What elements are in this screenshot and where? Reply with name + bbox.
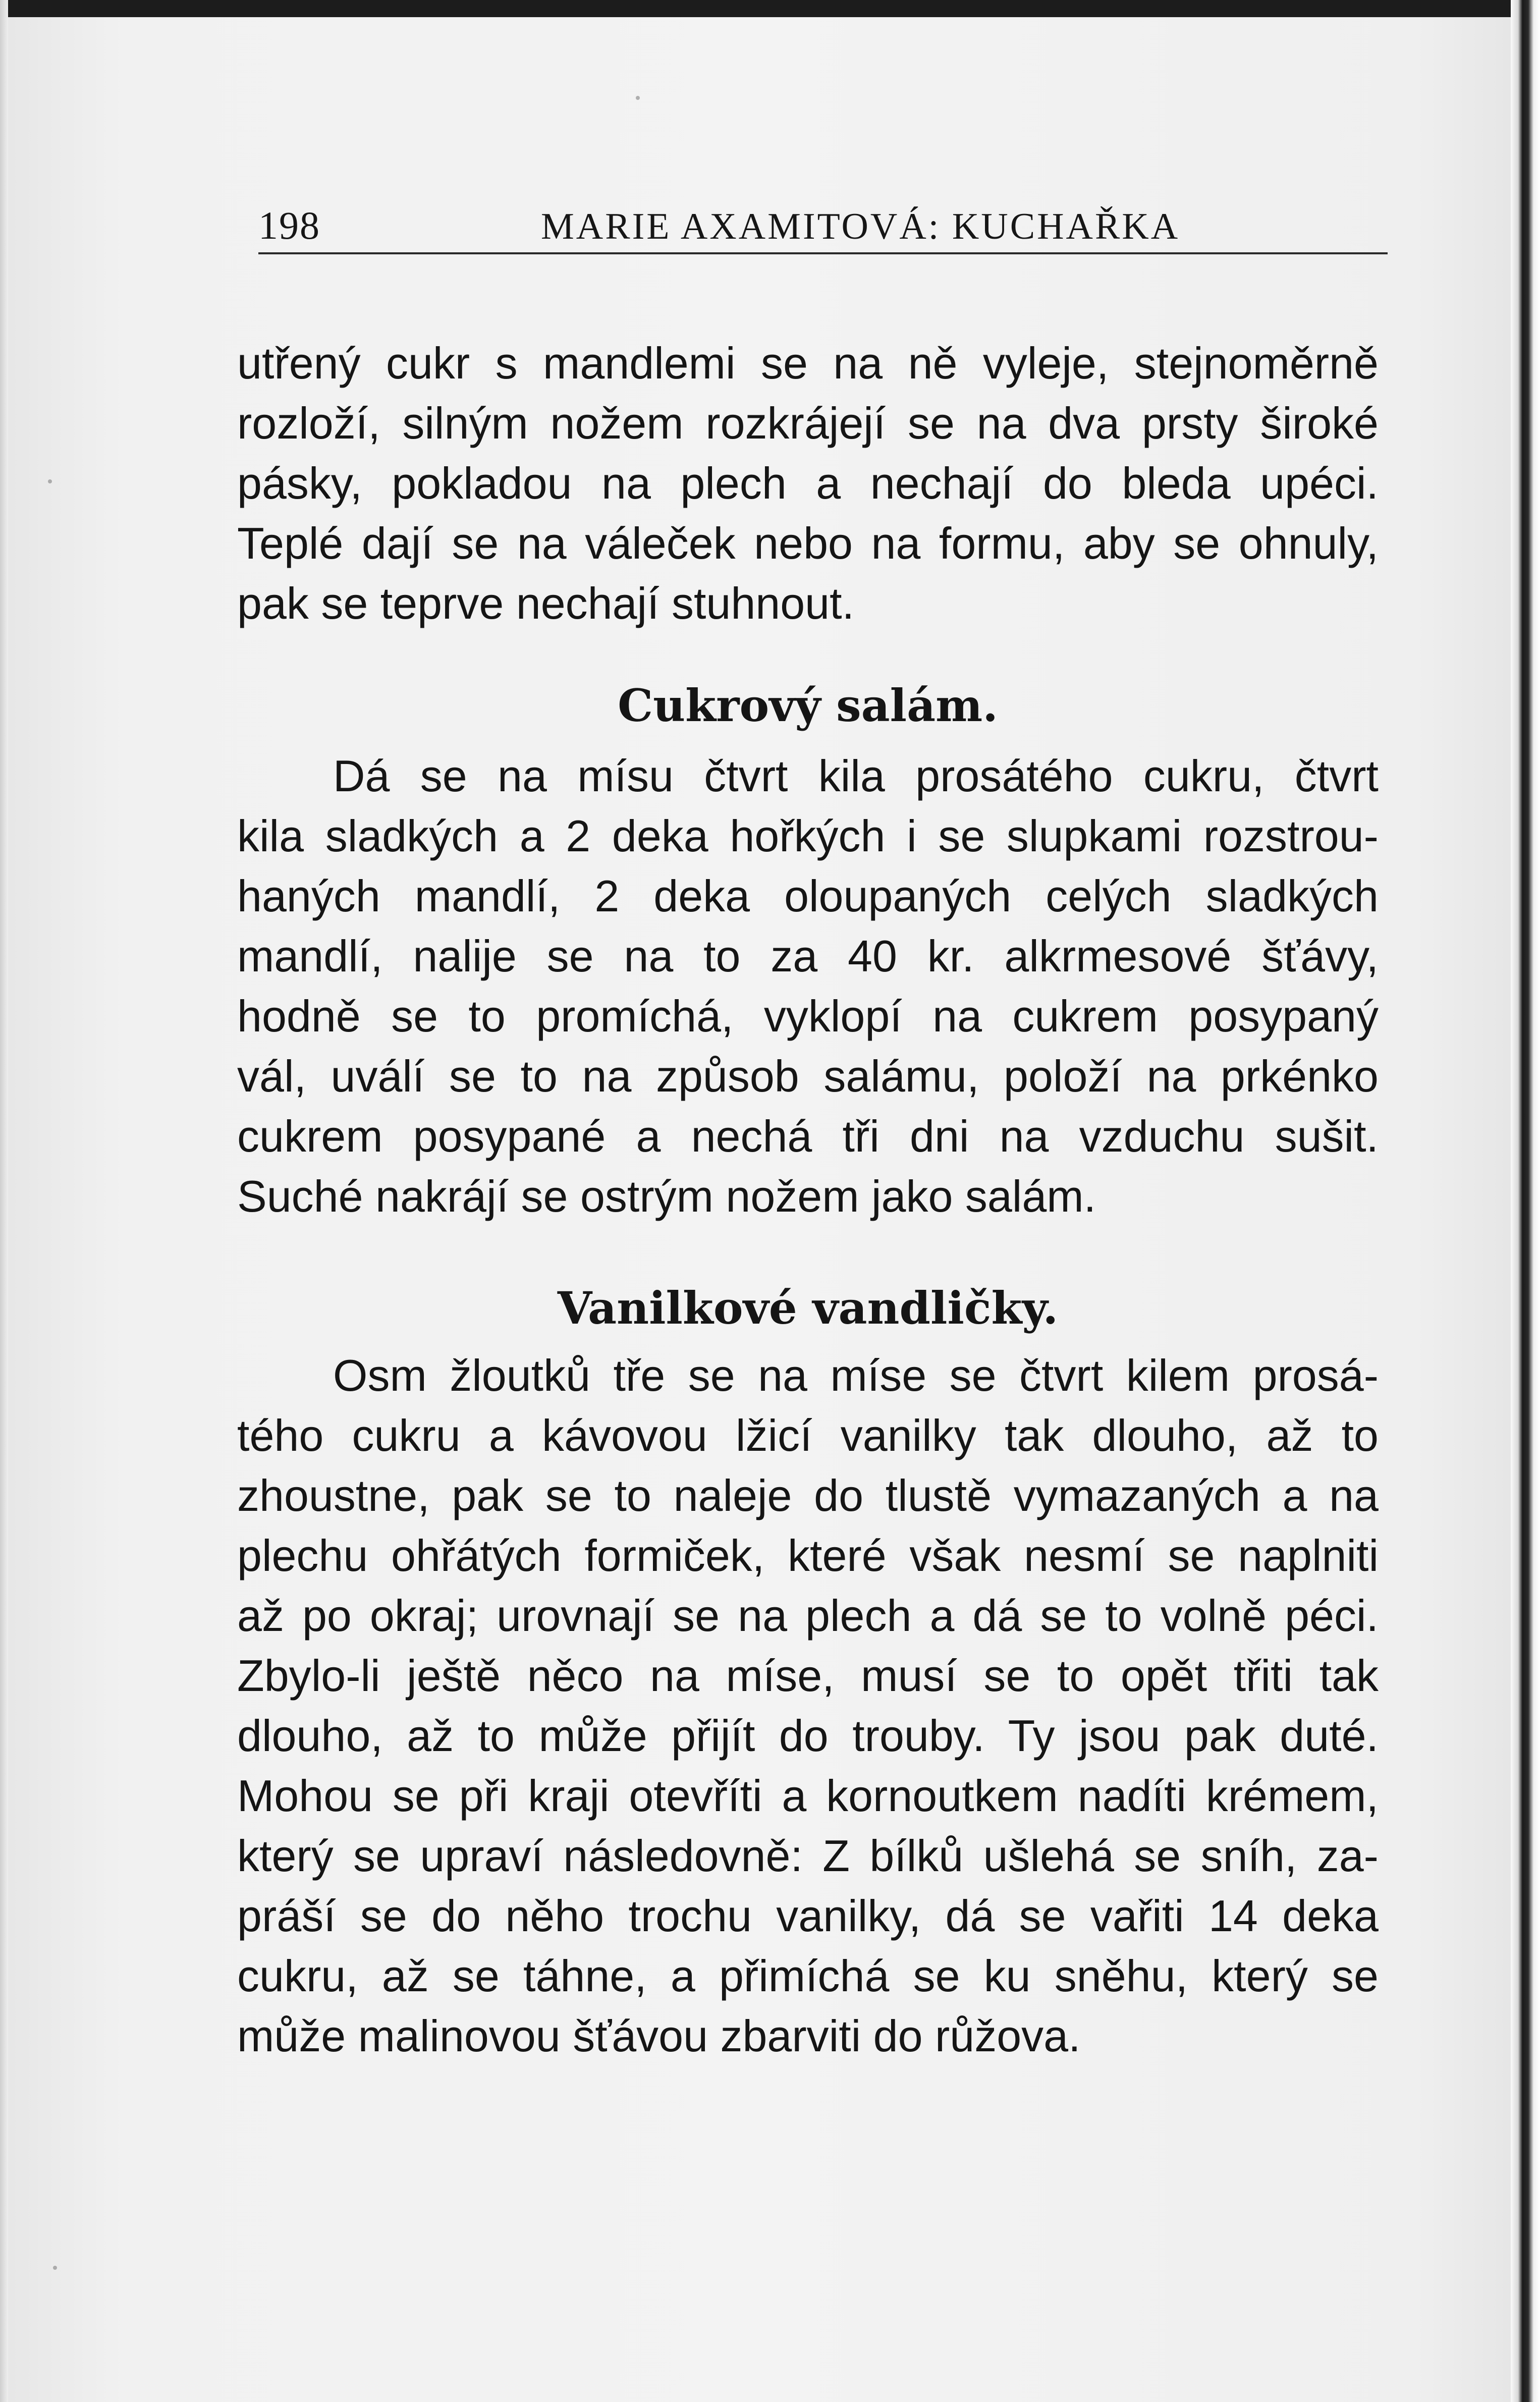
paper-speck	[636, 96, 640, 100]
scan-top-edge	[0, 0, 1540, 17]
page-number: 198	[258, 203, 320, 247]
paper-speck	[48, 479, 52, 483]
text-line: práší se do něho trochu vanilky, dá se vařiti 14 deka	[237, 1891, 1379, 1941]
text-line: zhoustne, pak se to naleje do tlustě vymazaných a na	[237, 1470, 1379, 1520]
page-body	[237, 333, 1379, 2066]
recipe-paragraph	[237, 1345, 1379, 2066]
text-line: Dá se na mísu čtvrt kila prosátého cukru, čtvrt	[333, 751, 1379, 801]
text-line: až po okraj; urovnají se na plech a dá se to volně péci.	[237, 1591, 1379, 1641]
text-line: mandlí, nalije se na to za 40 kr. alkrmesové šťávy,	[237, 931, 1379, 981]
text-line: hodně se to promíchá, vyklopí na cukrem posypaný	[237, 991, 1379, 1041]
text-line: pásky, pokladou na plech a nechají do bleda upéci.	[237, 458, 1379, 508]
text-line: plechu ohřátých formiček, které však nesmí se naplniti	[237, 1531, 1379, 1580]
scan-left-edge	[0, 0, 8, 2402]
text-line: cukrem posypané a nechá tři dni na vzduchu sušit.	[237, 1111, 1379, 1161]
text-line: Zbylo-li ještě něco na míse, musí se to opět třiti tak	[237, 1651, 1379, 1701]
page-header	[258, 203, 1388, 254]
recipe-title: Vanilkové vandličky.	[557, 1282, 1059, 1334]
paper-speck	[53, 2266, 57, 2270]
running-head: MARIE AXAMITOVÁ: KUCHAŘKA	[541, 206, 1180, 247]
text-line: Osm žloutků tře se na míse se čtvrt kilem prosá-	[333, 1350, 1379, 1400]
paragraph-intro	[237, 333, 1379, 633]
text-line: Suché nakrájí se ostrým nožem jako salám.	[237, 1171, 1096, 1221]
text-line: Mohou se při kraji otevříti a kornoutkem nadíti krémem,	[237, 1771, 1379, 1821]
recipe-title: Cukrový salám.	[618, 679, 998, 732]
text-line: Teplé dají se na váleček nebo na formu, aby se ohnuly,	[237, 518, 1379, 568]
text-line: utřený cukr s mandlemi se na ně vyleje, stejnoměrně	[237, 338, 1379, 388]
text-line: haných mandlí, 2 deka oloupaných celých sladkých	[237, 871, 1379, 921]
text-line: může malinovou šťávou zbarviti do růžova.	[237, 2011, 1081, 2061]
text-line: který se upraví následovně: Z bílků ušlehá se sníh, za-	[237, 1831, 1379, 1881]
text-line: pak se teprve nechají stuhnout.	[237, 578, 855, 628]
text-line: dlouho, až to může přijít do trouby. Ty jsou pak duté.	[237, 1711, 1379, 1761]
text-line: kila sladkých a 2 deka hořkých i se slupkami rozstrou-	[237, 811, 1379, 861]
scan-right-edge	[1511, 0, 1540, 2402]
text-line: cukru, až se táhne, a přimíchá se ku sněhu, který se	[237, 1951, 1379, 2001]
recipe-paragraph	[237, 746, 1379, 1226]
text-line: tého cukru a kávovou lžicí vanilky tak dlouho, až to	[237, 1410, 1379, 1460]
text-line: rozloží, silným nožem rozkrájejí se na dva prsty široké	[237, 398, 1379, 448]
text-line: vál, uválí se to na způsob salámu, položí na prkénko	[237, 1051, 1379, 1101]
